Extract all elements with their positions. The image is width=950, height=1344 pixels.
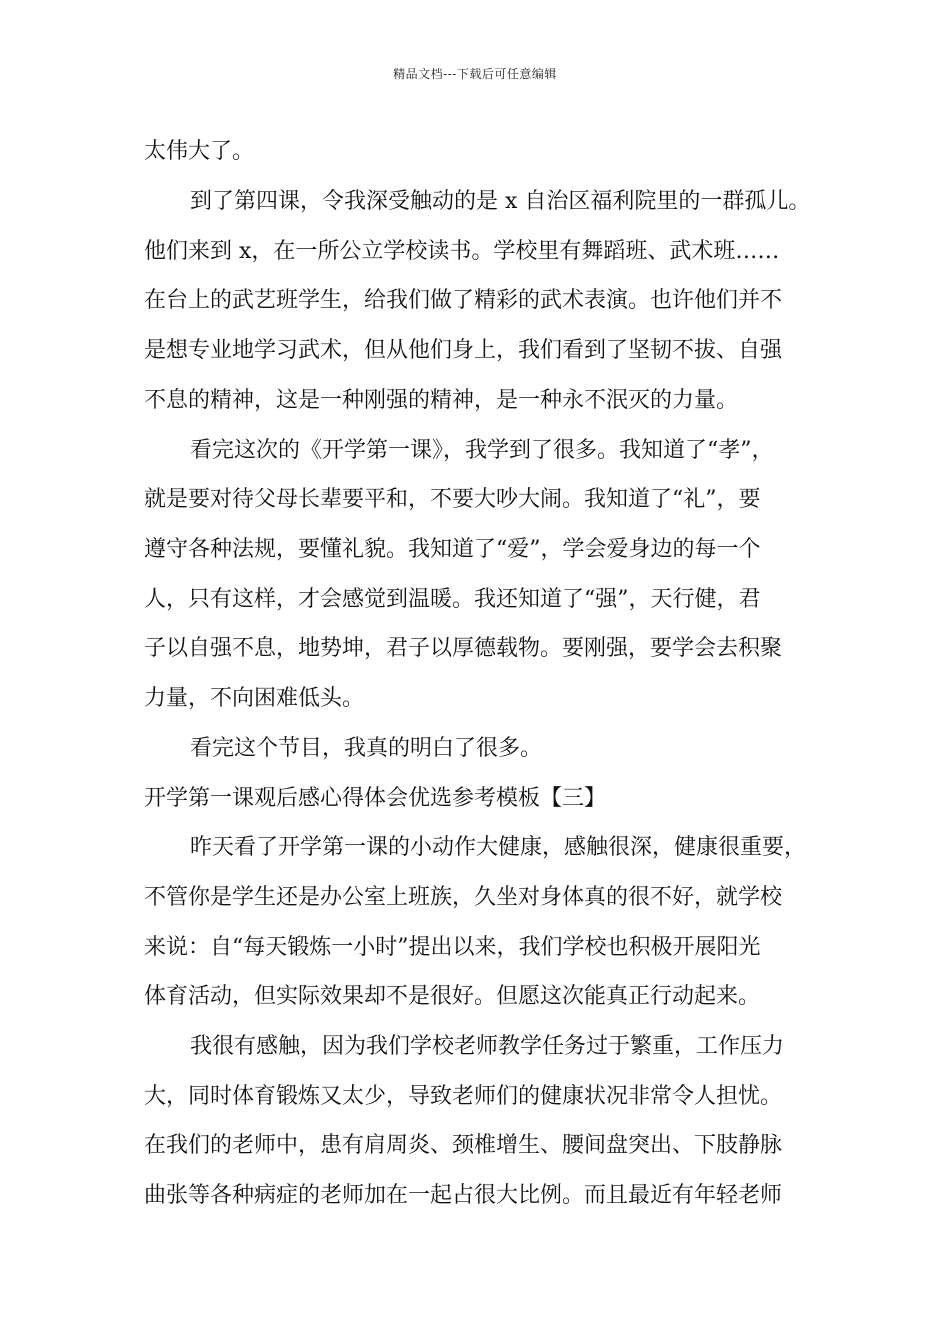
text-line: 我很有感触，因为我们学校老师教学任务过于繁重，工作压力 [190,1034,785,1059]
text-line: 力量，不向困难低头。 [144,686,365,711]
text-line: 是想专业地学习武术，但从他们身上，我们看到了坚韧不拔、自强 [144,338,783,363]
text-line: 在台上的武艺班学生，给我们做了精彩的武术表演。也许他们并不 [144,288,783,313]
text-line: 不息的精神，这是一种刚强的精神，是一种永不泯灭的力量。 [144,388,739,413]
text-line: 不管你是学生还是办公室上班族，久坐对身体真的很不好，就学校 [144,885,783,910]
text-line: 就是要对待父母长辈要平和，不要大吵大闹。我知道了“礼”，要 [144,487,761,512]
text-line: 来说：自“每天锻炼一小时”提出以来，我们学校也积极开展阳光 [144,935,761,960]
text-line: 在我们的老师中，患有肩周炎、颈椎增生、腰间盘突出、下肢静脉 [144,1133,783,1158]
text-line: 人，只有这样，才会感觉到温暖。我还知道了“强”，天行健，君 [144,587,761,612]
text-line: 遵守各种法规，要懂礼貌。我知道了“爱”，学会爱身边的每一个 [144,537,761,562]
text-line: 太伟大了。 [144,139,255,164]
text-line: 子以自强不息，地势坤，君子以厚德载物。要刚强，要学会去积聚 [144,636,783,661]
text-line: 看完这次的《开学第一课》，我学到了很多。我知道了“孝”， [190,438,774,463]
text-line: 到了第四课，令我深受触动的是 x 自治区福利院里的一群孤儿。 [190,189,811,214]
page-header: 精品文档---下载后可任意编辑 [393,67,557,81]
text-line: 体育活动，但实际效果却不是很好。但愿这次能真正行动起来。 [144,984,761,1009]
text-line: 曲张等各种病症的老师加在一起占很大比例。而且最近有年轻老师 [144,1183,783,1208]
text-line: 昨天看了开学第一课的小动作大健康，感触很深，健康很重要， [190,835,807,860]
text-line: 大，同时体育锻炼又太少，导致老师们的健康状况非常令人担忧。 [144,1084,783,1109]
section-heading: 开学第一课观后感心得体会优选参考模板【三】 [144,786,607,811]
text-line: 看完这个节目，我真的明白了很多。 [190,736,543,761]
text-line: 他们来到 x，在一所公立学校读书。学校里有舞蹈班、武术班…… [144,239,780,264]
